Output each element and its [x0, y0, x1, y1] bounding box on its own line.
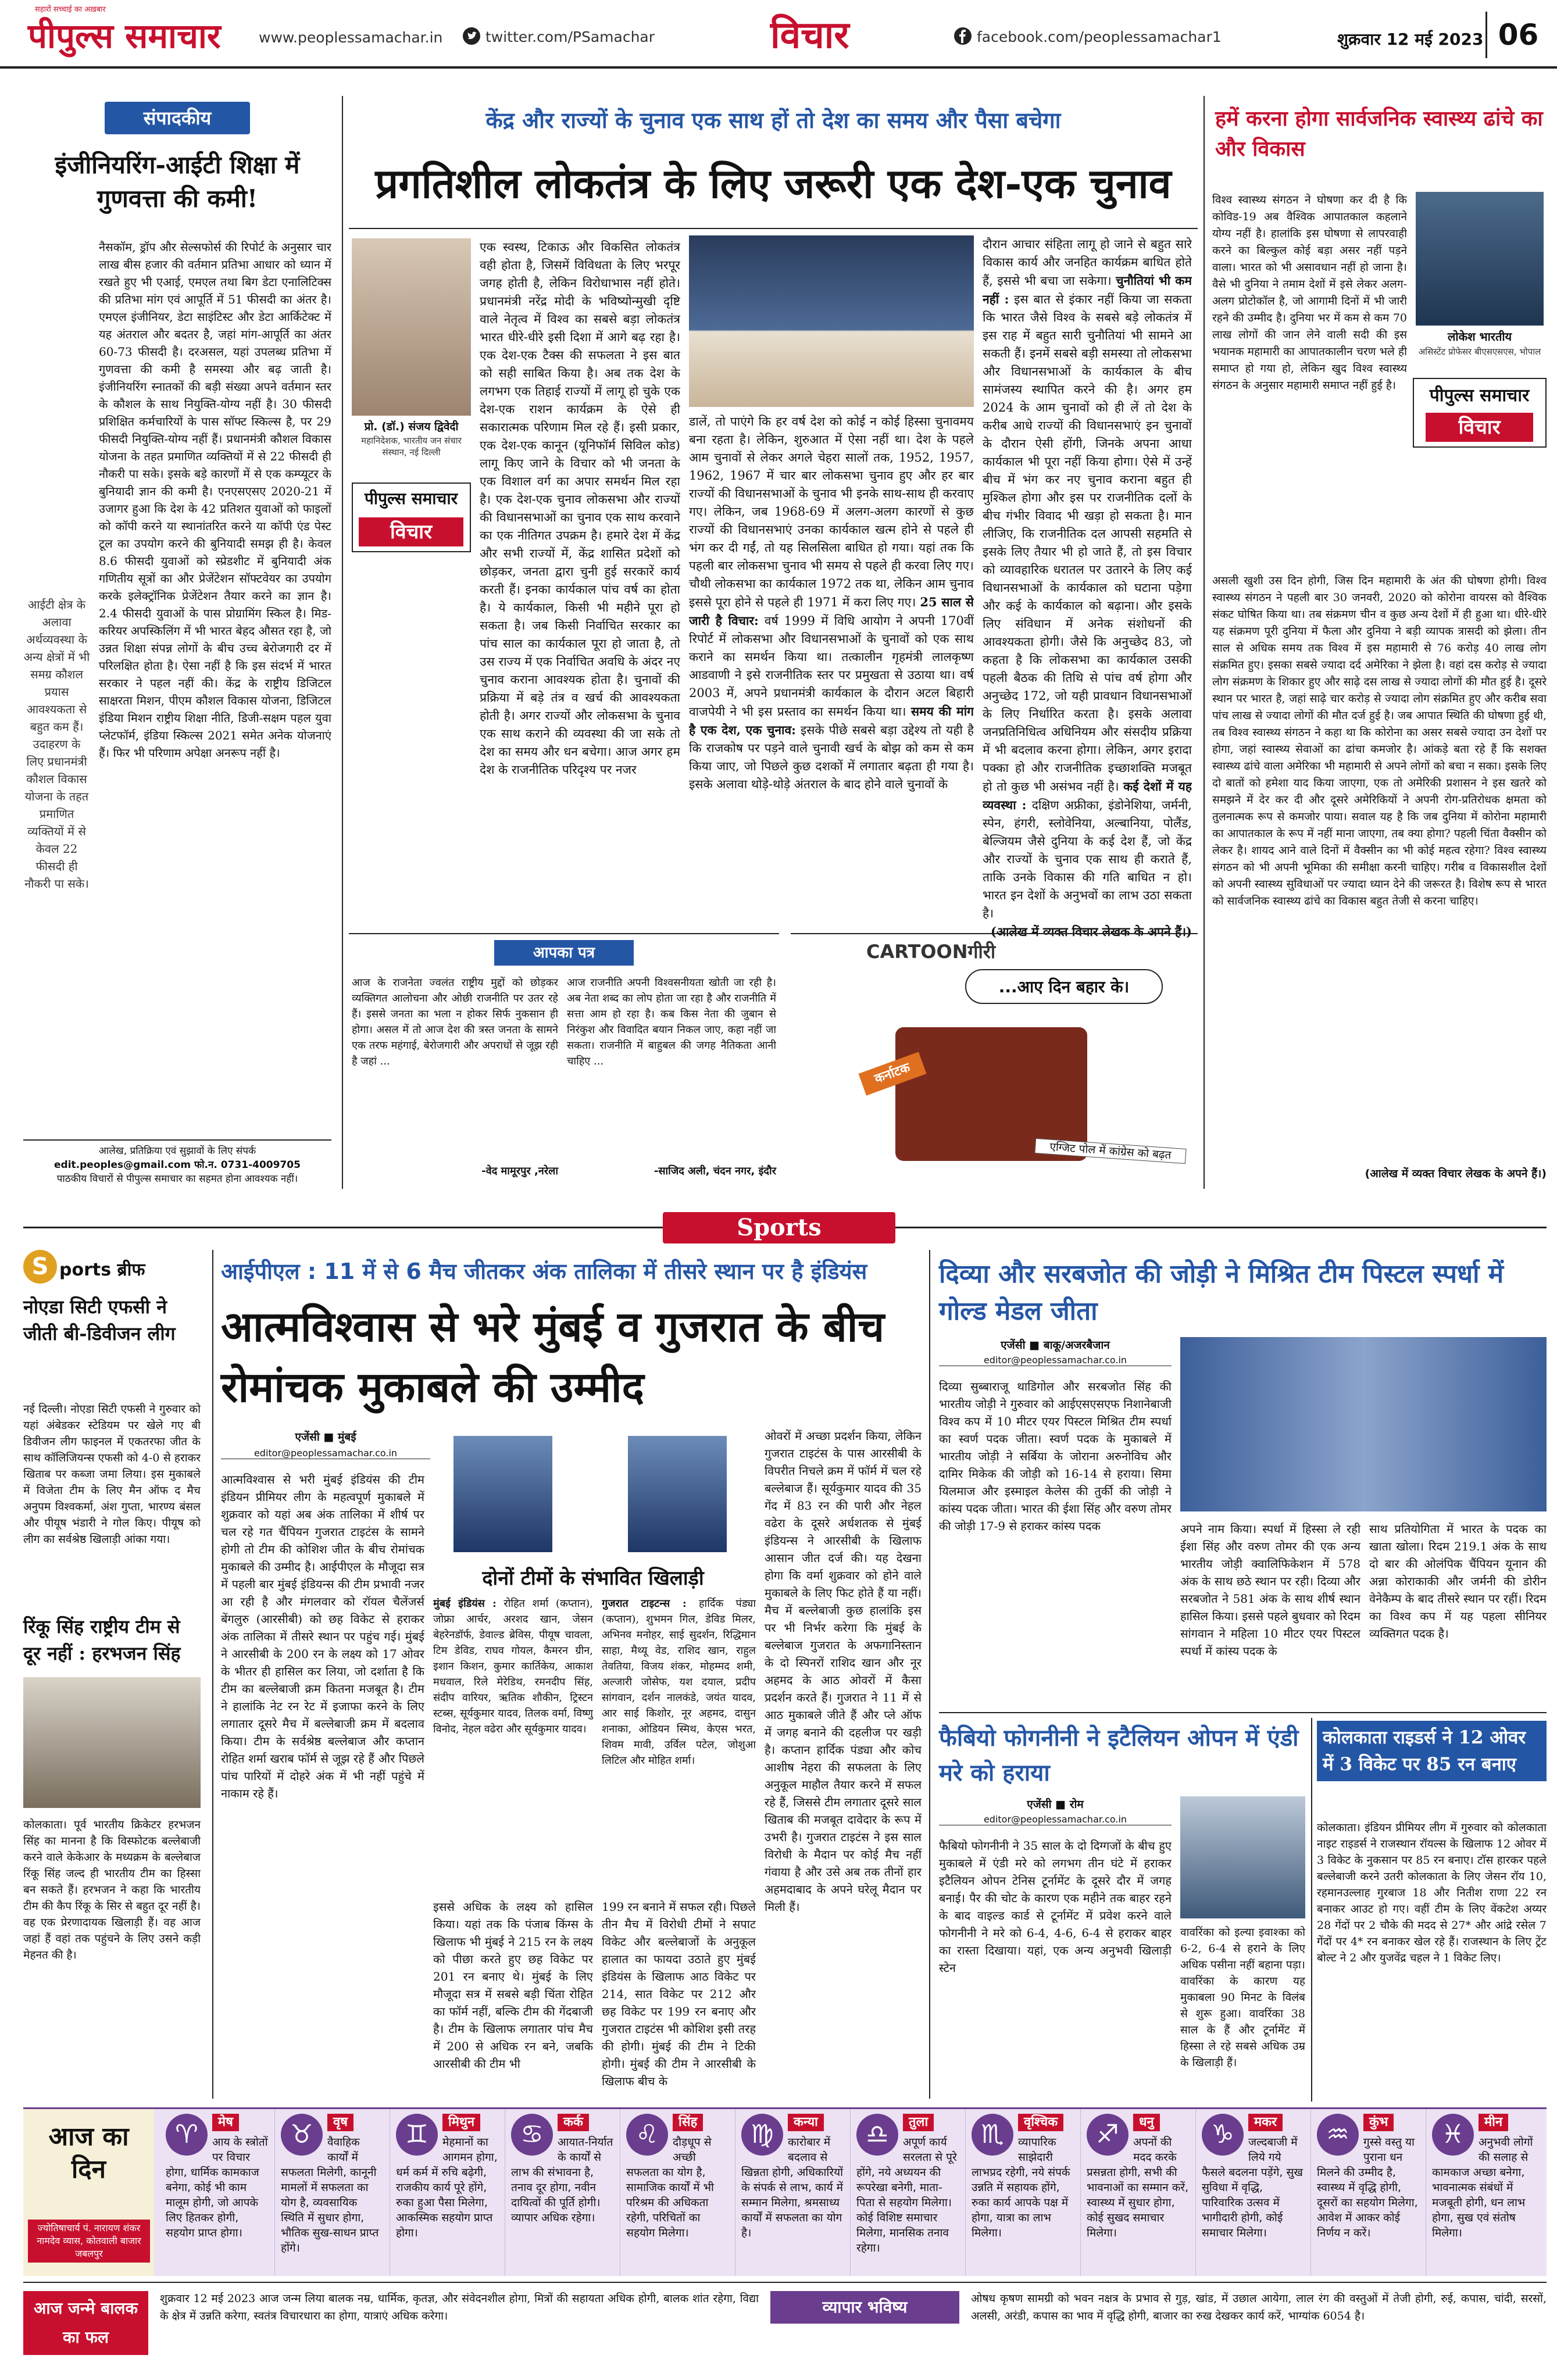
- facebook-link[interactable]: [954, 27, 1222, 49]
- author-photo: [352, 238, 471, 416]
- sign-text: मेहमानों का आगमन होगा, धर्म कर्म में रुचि बढ़ेगी, राजकीय कार्य पूरे होंगे, रुका हुआ पैसा मिलेगा, आकस्मिक सहयोग प्राप्त होगा।: [396, 2136, 498, 2239]
- right-inset-section: विचार: [1426, 413, 1533, 442]
- twitter-icon: [462, 27, 481, 49]
- page-number: 06: [1485, 12, 1549, 58]
- editorial-footer-line3: पाठकीय विचारों से पीपुल्स समाचार का सहमत होना आवश्यक नहीं।: [56, 1173, 298, 1185]
- sports-band: Sports: [663, 1212, 895, 1243]
- child-text: शुक्रवार 12 मई 2023 आज जन्म लिया बालक नम्र, धार्मिक, कृतज्ञ, और संवेदनशील होगा, मित्रों की सहायता अधिक होगी, बालक शांत रहेगा, विद्या के क्षेत्र में उन्नति करेगा, स्वतंत्र विचारधारा का होगा, यात्राएं अधिक करेगा।: [160, 2292, 759, 2322]
- column-divider-right: [1204, 96, 1205, 1189]
- kkr-body: कोलकाता। इंडियन प्रीमियर लीग में गुरुवार को कोलकाता नाइट राइडर्स ने राजस्थान रॉयल्स के खिलाफ 12 ओवर में 3 विकेट के नुकसान पर 85 रन बनाए। टॉस हारकर पहले बल्लेबाजी करने उतरी कोलकाता के लिए जेसन रॉय 10, रहमानउल्लाह गुरबाज 18 और नितीश राणा 22 रन बनाकर आउट हो गए। वहीं टीम के लिए वेंकटेश अय्यर 28 गेंदों पर 2 चौके की मदद से 27* और आंद्रे रसेल 7 गेंदों पर 4* रन बनाकर खेल रहे हैं। राजस्थान के लिए ट्रेंट बोल्ट ने 2 और युजवेंद्र चहल ने 1 विकेट लिए।: [1317, 1821, 1547, 1964]
- editorial-body: नैसकॉम, ड्रॉप और सेल्सफोर्स की रिपोर्ट के अनुसार चार लाख बीस हजार की वर्तमान प्रतिभा आधार को ध्यान में रखते हुए भी एआई, एमएल तथा बिग डेटा एनालिटिक्स की प्रतिभा मांग एवं आपूर्ति में 51 फीसदी का अंतर है। एमएल इंजीनियर, डेटा साइंटिस्ट और डेटा आर्किटेक्ट में यह अंतराल और बदतर है, जहां मांग-आपूर्ति का अंतर 60-73 फीसदी है। दरअसल, यहां उपलब्ध प्रतिभा में गुणवत्ता की कमी है समस्या और बढ़ जाती है। इंजीनियरिंग स्नातकों की बड़ी संख्या अपने वर्तमान स्तर के कौशल के साथ नियुक्ति-योग्य नहीं है। 30 फीसदी प्रशिक्षित कर्मचारियों के पास सॉफ्ट स्किल्स है, पर 29 फीसदी नियुक्ति-योग्य नहीं हैं। प्रधानमंत्री कौशल विकास योजना के तहत प्रमाणित व्यक्तियों में से 22 फीसदी ही नौकरी पा सके। इसके बड़े कारणों में से एक कम्प्यूटर के बुनियादी ज्ञान की कमी है। एनएसएसए 2020-21 में उजागर हुआ कि देश के 42 प्रतिशत युवाओं को फाइलों को कॉपी करने या स्थानांतरित करने या कॉपी एंड पेस्ट टूल का उपयोग करने की बुनियादी समझ ही है। केवल 8.6 फीसदी युवाओं को स्प्रेडशीट में बुनियादी अंक गणितीय सूत्रों का और प्रेजेंटेशन सॉफ्टवेयर का उपयोग करके इलेक्ट्रॉनिक प्रेजेंटेशन तैयार करने का ज्ञान है। 2.4 फीसदी युवाओं के पास प्रोग्रामिंग स्किल है। मिड-करियर अपस्किलिंग में भी भारत बेहद औसत रहा है, जो उन्नत शिक्षा संपन्न लोगों के बीच उच्च बेरोजगारी दर में परिलक्षित होता है। ऐसा नहीं है कि इस संदर्भ में भारत सरकार ने पहल नहीं की। केंद्र के राष्ट्रीय डिजिटल साक्षरता मिशन, पीएम कौशल विकास योजना, डिजिटल इंडिया मिशन राष्ट्रीय शिक्षा नीति, डिजी-सक्षम पहल युवा प्लेटफॉर्म, इंडिया स्किल्स 2021 समेत अनेक योजनाएं हैं। फिर भी परिणाम अपेक्षा अनरूप नहीं है।: [99, 240, 331, 760]
- right-inset-logo-text: पीपुल्स समाचार: [1429, 385, 1530, 406]
- sign-meen: [1426, 2109, 1545, 2276]
- lead-col3-text: दौरान आचार संहिता लागू हो जाने से बहुत सारे विकास कार्य और जनहित कार्यक्रम बाधित होते हैं, इससे भी बचा जा सकेगा।: [983, 237, 1192, 288]
- ipl-body: आत्मविश्वास से भरी मुंबई इंडियंस की टीम इंडियन प्रीमियर लीग के महत्वपूर्ण मुकाबले में शुक्रवार को यहां अब अंक तालिका में शीर्ष पर चल रहे गत चैंपियन गुजरात टाइटंस के सामने होगी तो टीम की कोशिश जीत के बीच रोमांचक मुकाबले की उम्मीद है। आईपीएल के मौजूदा सत्र में पहली बार मुंबई इंडियन्स की टीम प्रभावी नजर आ रही है और मंगलवार को रॉयल चैलेंजर्स बेंगलुरु (आरसीबी) को छह विकेट से हराकर अंक तालिका में तीसरे स्थान पर पहुंच गई। मुंबई ने आरसीबी के 200 रन के लक्ष्य को 17 ओवर के भीतर ही हासिल कर लिया, जो दर्शाता है कि टीम का बल्लेबाजी क्रम कितना मजबूत है। टीम ने हालांकि नेट रन रेट में इजाफा करने के लिए लगातार दूसरे मैच में बल्लेबाजी क्रम में बदलाव किया। टीम के सर्वश्रेष्ठ बल्लेबाज और कप्तान रोहित शर्मा खराब फॉर्म से जूझ रहे हैं और पिछले पांच पारियों में दोहरे अंक में भी नहीं पहुंचे में नाकाम रहे हैं।: [221, 1473, 424, 1800]
- ipl-headline: आत्मविश्वास से भरे मुंबई व गुजरात के बीच रोमांचक मुकाबले की उम्मीद: [221, 1302, 885, 1411]
- sign-name: वृश्चिक: [1018, 2114, 1063, 2131]
- editorial-footer-line1: आलेख, प्रतिक्रिया एवं सुझावों के लिए संपर्क: [98, 1145, 256, 1157]
- brief1-headline: नोएडा सिटी एफसी ने जीती बी-डिवीजन लीग: [23, 1296, 176, 1345]
- sign-makar: [1196, 2109, 1311, 2276]
- sign-name: कन्या: [788, 2114, 824, 2131]
- sports-brief-column: [23, 1250, 206, 2104]
- right-headline: हमें करना होगा सार्वजनिक स्वास्थ्य ढांचे का और विकास: [1215, 106, 1543, 161]
- sign-text: गुस्से वस्तु या पुराना धन मिलने की उम्मीद है, स्वास्थ्य में वृद्धि होगी, दूसरों का सहयोग मिलेगा, आवेश में आकर कोई निर्णय न करें।: [1317, 2136, 1418, 2239]
- letters-box: [349, 933, 779, 1189]
- sign-tula: [851, 2109, 966, 2276]
- editorial-footer-line2[interactable]: edit.peoples@gmail.com फो.न. 0731-4009705: [54, 1159, 301, 1171]
- facebook-icon: [954, 27, 972, 49]
- inset-logo: [352, 483, 471, 552]
- sagittarius-icon: ♐: [1087, 2114, 1129, 2156]
- fognini-headline: फैबियो फोगनीनी ने इटैलियन ओपन में एंडी मरे को हराया: [939, 1724, 1299, 1786]
- aries-icon: ♈: [166, 2114, 208, 2156]
- horoscope-title: आज का दिन: [48, 2122, 129, 2184]
- sign-kark: [505, 2109, 620, 2276]
- section-title: विचार: [770, 13, 849, 57]
- lead-headline: प्रगतिशील लोकतंत्र के लिए जरूरी एक देश-एक चुनाव: [375, 159, 1172, 208]
- sign-text: आय के स्त्रोतों पर विचार होगा, धार्मिक कामकाज बनेगा, कोई भी काम मालूम होगी, जो आपके लिए हितकर होगी, सहयोग प्राप्त होगा।: [166, 2136, 268, 2239]
- shooting-photo: [1180, 1337, 1547, 1511]
- sign-name: सिंह: [673, 2114, 703, 2131]
- sign-mithun: [390, 2109, 505, 2276]
- lead-col2-text: डालें, तो पाएंगे कि हर वर्ष देश को कोई न कोई हिस्सा चुनावमय बना रहता है। लेकिन, शुरुआत में ऐसा नहीं था। देश के पहले आम चुनावों से लेकर अगले चेहरा सालों तक, 1952, 1957, 1962, 1967 में चार बार लोकसभा चुनाव हुए और हर बार राज्यों की विधानसभाओं के चुनाव भी इनके साथ-साथ ही करवाए गए। लेकिन, जब 1968-69 में अलग-अलग कारणों से कुछ राज्यों की विधानसभाएं उनका कार्यकाल खत्म होने से पहले ही भंग कर दी गईं, तो यह सिलसिला बाधित हो गया। यहां तक कि पहली बार लोकसभा चुनाव भी समय से पहले ही करवा लिए गए। चौथी लोकसभा का कार्यकाल 1972 तक था, लेकिन आम चुनाव इससे पूरा होने से पहले ही 1971 में करा लिए गए।: [689, 414, 974, 609]
- mi-label: मुंबई इंडियंस :: [433, 1598, 497, 1610]
- sign-text: अपनों की मदद करके प्रसन्नता होगी, सभी की भावनाओं का सम्मान करें, स्वास्थ्य में सुधार होगा, कोई सुखद समाचार मिलेगा।: [1087, 2136, 1189, 2239]
- taurus-icon: ♉: [281, 2114, 323, 2156]
- author-name: प्रो. (डॉ.) संजय द्विवेदी: [364, 420, 459, 433]
- brief1-body: नई दिल्ली। नोएडा सिटी एफसी ने गुरुवार को यहां अंबेडकर स्टेडियम पर खेले गए बी डिवीजन लीग फाइनल में एकतरफा जीत के साथ कॉलिजियन्स एफसी को 4-0 से हराकर खिताब पर कब्जा जमा लिया। इस मुकाबले में विजेता टीम के लिए मैन ऑफ द मैच अनुपम विश्वकर्मा, अंश गुप्ता, भारण्य बंसल और पीयूष भंडारी ने गोल किए। पीयूष को लीग का सर्वश्रेष्ठ खिलाड़ी आंका गया।: [23, 1403, 201, 1546]
- sign-dhanu: [1081, 2109, 1196, 2276]
- inset-section: विचार: [359, 517, 463, 546]
- ipl-kicker: आईपीएल : 11 में से 6 मैच जीतकर अंक तालिका में तीसरे स्थान पर है इंडियंस: [221, 1259, 867, 1284]
- author-role: महानिदेशक, भारतीय जन संचार संस्थान, नई दिल्ली: [361, 435, 462, 458]
- website-link[interactable]: www.peoplessamachar.in: [259, 29, 443, 46]
- fognini-photo: [1180, 1796, 1305, 1918]
- letter-2-sign: -साजिद अली, चंदन नगर, इंदौर: [653, 1165, 776, 1177]
- ipl-email[interactable]: editor@peoplessamachar.co.in: [221, 1448, 430, 1459]
- sign-name: वृष: [327, 2114, 353, 2131]
- horoscope-band: [23, 2107, 1547, 2276]
- sign-text: दौड़धूप से अच्छी सफलता का योग है, सामाजिक कार्यों में भी परिश्रम की अधिकता रहेगी, परिचितों का सहयोग मिलेगा।: [626, 2136, 714, 2239]
- brief2-photo: [23, 1677, 201, 1808]
- sign-name: मीन: [1479, 2114, 1508, 2131]
- sports-brief-badge: [23, 1250, 201, 1285]
- letter-2: आज राजनीति अपनी विश्वसनीयता खोती जा रही है। अब नेता शब्द का लोप होता जा रहा है और राजनीति में सत्ता आम हो रहा है। कब किस नेता की जुबान से निरंकुश और विवादित बयान निकल जाए, कहा नहीं जा सकता। राजनीति में बाहुबल की जगह नैतिकता आनी चाहिए ...: [567, 977, 776, 1067]
- column-divider: [342, 96, 343, 1189]
- right-author-name: लोकेश भारतीय: [1447, 330, 1512, 344]
- twitter-link[interactable]: [462, 27, 655, 49]
- gemini-icon: ♊: [396, 2114, 438, 2156]
- aquarius-icon: ♒: [1317, 2114, 1359, 2156]
- fognini-agency: एजेंसी ■ रोम: [1027, 1798, 1084, 1811]
- sign-kanya: [735, 2109, 851, 2276]
- headline-divider: [349, 228, 1198, 229]
- sports-divider-2: [929, 1250, 930, 2099]
- business-text: ओषध कृषण सामग्री को भवन नक्षत्र के प्रभाव से गुड़, खांड, में उछाल आयेगा, लाल रंग की वस्तुओं में तेजी होगी, रुई, कपास, चांदी, सरसों, अलसी, अरंडी, कपास का भाव में वृद्धि होगी, बाजार का रुख देखकर कार्य करें, भाग्यांक 6054 है।: [971, 2292, 1547, 2322]
- shooting-body: दिव्या सुब्बाराजू थाडिगोल और सरबजोत सिंह की भारतीय जोड़ी ने गुरुवार को आईएसएसएफ निशानेबाजी विश्व कप में 10 मीटर एयर पिस्टल मिश्रित टीम स्पर्धा का स्वर्ण पदक जीता। स्वर्ण पदक के मुकाबले में भारतीय जोड़ी ने सर्बिया के जोराना अरुनोविच और दामिर मिकेक की जोड़ी को 16-14 से हराया। सिमा यिलमाज और इस्माइल केलेस की तुर्की की जोड़ी ने कांस्य पदक जीता। भारत की ईशा सिंह और वरुण तोमर की जोड़ी 17-9 से हराकर कांस्य पदक: [939, 1380, 1172, 1533]
- sign-text: कारोबार में बदलाव से खिन्नता होगी, अधिकारियों के संपर्क से लाभ, कार्य में सम्मान मिलेगा, श्रमसाध्य कार्यों में सफलता का योग है।: [741, 2136, 844, 2239]
- cartoon-bubble: ...आए दिन बहार के।: [965, 969, 1163, 1004]
- letter-1-sign: -वेद मामूरपुर ,नरेला: [481, 1165, 558, 1177]
- fognini-email[interactable]: editor@peoplessamachar.co.in: [939, 1814, 1172, 1825]
- editorial-title: इंजीनियरिंग-आईटी शिक्षा में गुणवत्ता की कमी!: [55, 151, 300, 213]
- player-photo-2: [628, 1436, 727, 1552]
- brief2-body: कोलकाता। पूर्व भारतीय क्रिकेटर हरभजन सिंह का मानना है कि विस्फोटक बल्लेबाजी करने वाले केकेआर के मध्यक्रम के बल्लेबाज रिंकू सिंह जल्द ही भारतीय टीम का हिस्सा बन सकते हैं। हरभजन ने कहा कि भारतीय टीम की कैप रिंकू के सिर से बहुत दूर नहीं है। वह एक प्रेरणादायक खिलाड़ी हैं। वह आज जहां हैं वहां तक पहुंचने के लिए उसने कड़ी मेहनत की है।: [23, 1818, 201, 1961]
- cartoon-sign: एग्जिट पोल में कांग्रेस को बढ़त: [1034, 1138, 1186, 1164]
- lead-col2c-text: इसके पीछे सबसे बड़ा उद्देश्य तो यही है कि राजकोष पर पड़ने वाले चुनावी खर्च के बोझ को कम से कम किया जाए, जो पिछले कुछ दशकों में लगातार बढ़ता ही गया है। इसके अलावा थोड़े-थोड़े अंतराल के बाद होने वाले चुनावों के: [689, 723, 974, 791]
- right-note: (आलेख में व्यक्त विचार लेखक के अपने हैं।): [1365, 1167, 1547, 1180]
- sign-name: मकर: [1248, 2114, 1283, 2131]
- fognini-body-2: वावरिंका को इल्या इवाश्का को 6-2, 6-4 से हराने के लिए अधिक पसीना नहीं बहाना पड़ा। वावरिंका के कारण यह मुकाबला 90 मिनट के विलंब से शुरू हुआ। वावरिंका 38 साल के हैं और टूर्नामेंट में हिस्सा ले रहे सबसे अधिक उम्र के खिलाड़ी हैं।: [1180, 1926, 1305, 2069]
- child-label: आज जन्मे बालक का फल: [23, 2291, 148, 2355]
- mi-list: रोहित शर्मा (कप्तान), जोफ्रा आर्चर, अरशद खान, जेसन बेहरेनडॉर्फ, डेवाल्ड ब्रेविस, पीयूष चावला, टिम डेविड, राघव गोयल, कैमरन ग्रीन, इशान किशन, कुमार कार्तिकेय, आकाश मधवाल, रिले मेरेडिथ, रमनदीप सिंह, संदीप वारियर, ऋतिक शौकीन, ट्रिस्टन स्टब्स, सूर्यकुमार यादव, तिलक वर्मा, विष्णु विनोद, नेहल वढेरा और सूर्यकुमार यादव।: [433, 1598, 593, 1735]
- ipl-body-4: ओवरों में अच्छा प्रदर्शन किया, लेकिन गुजरात टाइटंस के पास आरसीबी के विपरीत निचले क्रम में फॉर्म में चल रहे बल्लेबाज हैं। सूर्यकुमार यादव की 35 गेंद में 83 रन की पारी और नेहल वढेरा के दूसरे अर्धशतक से मुंबई इंडियन्स ने आरसीबी के खिलाफ आसान जीत दर्ज की। यह देखना होगा कि वर्मा शुक्रवार को होने वाले मुकाबले के लिए फिट होते हैं या नहीं। मैच में बल्लेबाजी कुछ हालांकि इस पर भी निर्भर करेगा कि मुंबई के बल्लेबाज गुजरात के अफगानिस्तान के दो स्पिनरों राशिद खान और नूर अहमद के आठ ओवरों में कैसा प्रदर्शन करते हैं। गुजरात ने 11 में से आठ मुकाबले जीते हैं और प्ले ऑफ में जगह बनाने की दहलीज पर खड़ी है। कप्तान हार्दिक पंड्या और कोच आशीष नेहरा की सफलता के लिए अनुकूल माहौल तैयार करने में सफल रहे हैं, जिससे टीम लगातार दूसरे साल खिताब की मजबूत दावेदार के रूप में उभरी है। गुजरात टाइटंस ने इस साल विरोधी के मैदान पर कोई मैच नहीं गंवाया है और उसे अब तक तीनों हार अहमदाबाद के अपने घरेलू मैदान पर मिली हैं।: [765, 1429, 922, 1914]
- right-author-role: असिस्टेंट प्रोफेसर बीएसएसएस, भोपाल: [1418, 346, 1541, 357]
- sign-text: जल्दबाजी में लिये गये फैसले बदलना पड़ेंगे, सुख सुविधा में वृद्धि, पारिवारिक उत्सव में भागीदारी होगी, कोई समाचार मिलेगा।: [1202, 2136, 1303, 2239]
- ipl-body-3: 199 रन बनाने में सफल रही। पिछले तीन मैच में विरोधी टीमों ने सपाट विकेट और बल्लेबाजों के अनुकूल हालात का फायदा उठाते हुए मुंबई इंडियंस के खिलाफ आठ विकेट पर 214, सात विकेट पर 212 और छह विकेट पर 199 रन बनाए और गुजरात टाइटंस भी कोशिश इसी तरह की होगी। मुंबई की टीम ने टिकी होगी। मुंबई की टीम ने आरसीबी के खिलाफ बीच के: [602, 1900, 756, 2088]
- scorpio-icon: ♏: [972, 2114, 1013, 2156]
- lead-col2-sub2: समय की मांग है एक देश, एक चुनाव:: [689, 704, 974, 737]
- virgo-icon: ♍: [741, 2114, 783, 2156]
- kkr-headline: कोलकाता राइडर्स ने 12 ओवर में 3 विकेट पर 85 रन बनाए: [1317, 1721, 1547, 1781]
- issue-date: शुक्रवार 12 मई 2023: [1337, 30, 1484, 49]
- lead-col3c-text: दक्षिण अफ्रीका, इंडोनेशिया, जर्मनी, स्पेन, हंगरी, स्लोवेनिया, अल्बानिया, पोलैंड, बेल्जियम जैसे दुनिया के कई देश हैं, जो केंद्र और राज्यों के चुनाव एक साथ ही कराते हैं, ताकि उनके विकास की गति बाधित न हो। भारत इन देशों के अनुभवों का लाभ उठा सकता है।: [983, 798, 1192, 920]
- sign-name: मेष: [212, 2114, 239, 2131]
- cartoon-box: [791, 933, 1198, 1189]
- sign-text: व्यापारिक साझेदारी लाभप्रद रहेगी, नये संपर्क उन्नति में सहायक होंगे, रुका कार्य आपके पक्ष में होगा, यात्रा का लाभ मिलेगा।: [972, 2136, 1070, 2239]
- sign-text: आयात-निर्यात के कार्यों से लाभ की संभावना है, तनाव दूर होगा, नवीन दायित्वों की पूर्ति होगी। व्यापार अधिक रहेगा।: [511, 2136, 613, 2224]
- brief2-headline: रिंकू सिंह राष्ट्रीय टीम से दूर नहीं : हरभजन सिंह: [23, 1616, 181, 1664]
- shooting-body-3: साथ प्रतियोगिता में भारत के पदक का खाता खोला। रिदम 219.1 अंक के साथ दो बार की ओलंपिक चैंपियन यूनान की अन्ना कोराकाकी और जर्मनी की डोरीन वेनेकैम्प के बाद तीसरे स्थान पर रहीं। रिदम का विश्व कप में यह पहला सीनियर व्यक्तिगत पदक है।: [1369, 1522, 1547, 1641]
- sports-divider-3: [939, 1712, 1547, 1713]
- inset-logo-text: पीपुल्स समाचार: [364, 489, 458, 508]
- lead-note: (आलेख में व्यक्त विचार लेखक के अपने हैं।): [991, 924, 1192, 939]
- sports-s-icon: S: [23, 1250, 57, 1284]
- players-title: दोनों टीमों के संभावित खिलाड़ी: [482, 1567, 704, 1590]
- twitter-handle: twitter.com/PSamachar: [485, 28, 655, 45]
- sign-name: तुला: [903, 2114, 934, 2131]
- sign-name: कर्क: [558, 2114, 589, 2131]
- ipl-agency: एजेंसी ■ मुंबई: [295, 1431, 356, 1443]
- capricorn-icon: ♑: [1202, 2114, 1244, 2156]
- lead-col3b-text: इस बात से इंकार नहीं किया जा सकता कि भारत जैसे विश्व के सबसे बड़े लोकतंत्र में इस राह में बहुत सारी चुनौतियां भी सामने आ सकती हैं। इनमें सबसे बड़ी समस्या तो लोकसभा और विधानसभाओं के कार्यकाल के बीच सामंजस्य स्थापित करने की है। अगर हम 2024 के आम चुनावों को ही लें तो देश के करीब आधे राज्यों की विधानसभाएं इन चुनावों के दौरान ऐसी होंगी, जिनके अपना आधा कार्यकाल भी पूरा नहीं किया होगा। ऐसे में उन्हें बीच में भंग कर नए चुनाव कराना बहुत ही मुश्किल होगा और इस पर राजनीतिक दलों के बीच गंभीर विवाद भी खड़ा हो सकता है। मान लीजिए, कि राजनीतिक दल आपसी सहमति से इसके लिए तैयार भी हो जाते हैं, तो इस विचार को व्यावहारिक धरातल पर उतारने के लिए कई विधानसभाओं के कार्यकाल को घटाना पड़ेगा और कई के कार्यकाल को बढ़ाना। और इसके लिए संविधान में अनेक संशोधनों की आवश्यकता होगी। जैसे कि अनुच्छेद 83, जो कहता है कि लोकसभा का कार्यकाल उसकी पहली बैठक की तिथि से पांच वर्ष होगा और अनुच्छेद 172, जो यही प्रावधान विधानसभाओं के लिए निर्धारित करता है। इसके अलावा जनप्रतिनिधित्व अधिनियम और संसदीय प्रक्रिया में भी बदलाव करना होगा। लेकिन, अगर इरादा पक्का हो और राजनीतिक इच्छाशक्ति मजबूत हो तो कुछ भी असंभव नहीं है।: [983, 292, 1192, 794]
- lead-col3-sub2: कई देशों में यह व्यवस्था :: [983, 779, 1192, 812]
- cartoon-tag: कर्नाटक: [858, 1052, 926, 1095]
- right-body-text: असली खुशी उस दिन होगी, जिस दिन महामारी के अंत की घोषणा होगी। विश्व स्वास्थ्य संगठन ने पहली बार 30 जनवरी, 2020 को कोरोना वायरस को वैश्विक संकट घोषित किया था। तब संक्रमण चीन व कुछ अन्य देशों में ही हुआ था। धीरे-धीरे यह संक्रमण पूरी दुनिया में फैला और दुनिया ने बड़ी व्यापक त्रासदी को झेला। तीन साल से अधिक समय तक विश्व में इस महामारी से 76 करोड़ 40 लाख लोग संक्रमित हुए। इसका सबसे ज्यादा दर्द अमेरिका ने झेला है। वहां दस करोड़ से ज्यादा लोग संक्रमण के शिकार हुए और साढ़े दस लाख से ज्यादा लोगों की मौत हुई है। दूसरे स्थान पर भारत है, जहां साढ़े चार करोड़ से ज्यादा लोग संक्रमित हुए और करीब सवा पांच लाख से ज्यादा लोगों की मौत दर्ज हुई है। जब आपात स्थिति की घोषणा हुई थी, तब विश्व स्वास्थ्य संगठन ने कहा था कि कोरोना का असर सबसे ज्यादा उन देशों पर होगा, जहां स्वास्थ्य सेवाओं का ढांचा कमजोर है। आंकड़े बता रहे हैं कि सशक्त स्वास्थ्य ढांचे वाला अमेरिका भी महामारी से अपने लोगों को बचा न सका। इसके लिए दो बातों को हमेशा याद किया जाएगा, एक तो अमेरिकी प्रशासन ने इस खतरे को समझने में देर कर दी और दूसरे अमेरिकियों ने अपनी रोग-प्रतिरोधक क्षमता को तुलनात्मक रूप से कमजोर पाया। सवाल यह है कि जब दुनिया में कोरोना महामारी का आपातकाल के रूप में नहीं माना जाएगा, तब क्या होगा? पहली चिंता वैक्सीन को लेकर है। शायद आने वाले दिनों में वैक्सीन का भी कोई महत्व रहेगा? विश्व स्वास्थ्य संगठन को भी अपनी भूमिका की समीक्षा करनी चाहिए। गरीब व विकासशील देशों को अपनी स्वास्थ्य सुविधाओं पर ज्यादा ध्यान देने की जरूरत है। विशेष रूप से भारत को सार्वजनिक स्वास्थ्य ढांचे का विकास बहुत तेजी से करना चाहिए।: [1212, 574, 1547, 907]
- sign-text: अनुभवी लोगों की सलाह से कामकाज अच्छा बनेगा, भावनात्मक संबंधों में मजबूती होगी, धन लाभ होगा, सुख एवं संतोष मिलेगा।: [1432, 2136, 1533, 2239]
- lead-kicker: केंद्र और राज्यों के चुनाव एक साथ हों तो देश का समय और पैसा बचेगा: [485, 108, 1061, 133]
- lead-photo: [689, 235, 974, 407]
- pisces-icon: ♓: [1432, 2114, 1474, 2156]
- ipl-body-2: इससे अधिक के लक्ष्य को हासिल किया। यहां तक कि पंजाब किंग्स के खिलाफ भी मुंबई ने 215 रन के लक्ष्य को पीछा करते हुए छह विकेट पर 201 रन बनाए थे। मुंबई के लिए मौजूदा सत्र में सबसे बड़ी चिंता रोहित का फॉर्म नहीं, बल्कि टीम की गेंदबाजी है। टीम के खिलाफ लगातार पांच मैच में 200 से अधिक रन बने, जबकि आरसीबी की टीम भी: [433, 1900, 593, 2071]
- gt-label: गुजरात टाइटन्स :: [602, 1598, 687, 1610]
- lead-col1: एक स्वस्थ, टिकाऊ और विकसित लोकतंत्र वही होता है, जिसमें विविधता के लिए भरपूर जगह होती है, लेकिन विरोधाभास नहीं होते। प्रधानमंत्री नरेंद्र मोदी के भविष्योन्मुखी दृष्टि वाले नेतृत्व में विश्व का सबसे बड़ा लोकतंत्र भारत धीरे-धीरे इसी दिशा में आगे बढ़ रहा है। एक देश-एक टैक्स की सफलता ने इस बात को सही साबित किया है। अब तक देश के लगभग एक तिहाई राज्यों में लागू हो चुके एक देश-एक राशन कार्यक्रम के ऐसे ही सकारात्मक परिणाम मिल रहे हैं। इसी प्रकार, एक देश-एक कानून (यूनिफॉर्म सिविल कोड) लागू किए जाने के विचार को भी जनता के एक विशाल वर्ग का अपार समर्थन मिल रहा है। एक देश-एक चुनाव लोकसभा और राज्यों की विधानसभाओं का चुनाव एक साथ करवाने का एक नीतिगत उपक्रम है। हमारे देश में केंद्र और सभी राज्यों में, केंद्र शासित प्रदेशों को छोड़कर, जनता द्वारा चुनी हुई सरकारें कार्य करती हैं। इनका कार्यकाल पांच वर्ष का होता है। ये कार्यकाल, किसी भी महीने पूरा हो सकता है। जब किसी निर्वाचित सरकार का पांच साल का कार्यकाल पूरा हो जाता है, तो उस राज्य में एक निर्वाचित अवधि के अंदर नए चुनाव कराना आवश्यक होता है। चुनावों की प्रक्रिया में बड़े तंत्र व खर्च की आवश्यकता होती है। अगर राज्यों और लोकसभा के चुनाव एक साथ कराने की व्यवस्था की जा सके तो देश का समय और धन बचेगा। आज अगर हम देश के राजनीतिक परिदृश्य पर नजर: [480, 240, 680, 777]
- facebook-handle: facebook.com/peoplessamachar1: [976, 28, 1222, 45]
- letters-title: आपका पत्र: [494, 940, 634, 966]
- sign-name: मिथुन: [442, 2114, 480, 2131]
- sign-text: अपूर्ण कार्य सरलता से पूरे होंगे, नये अध्ययन की रूपरेखा बनेगी, माता-पिता से सहयोग मिलेगा। कोई विशिष्ट समाचार मिलेगा, मानसिक तनाव रहेगा।: [856, 2136, 957, 2254]
- cancer-icon: ♋: [511, 2114, 553, 2156]
- letter-1: आज के राजनेता ज्वलंत राष्ट्रीय मुद्दों को छोड़कर व्यक्तिगत आलोचना और ओछी राजनीति पर उतर रहे हैं। इससे जनता का भला न होकर सिर्फ नुकसान ही होगा। असल में तो आज देश की त्रस्त जनता के सामने एक तरफ महंगाई, बेरोजगारी और अपराधों से जूझ रही है जहां ...: [352, 977, 558, 1067]
- bottom-strip: [23, 2282, 1547, 2369]
- editorial-label: संपादकीय: [105, 102, 250, 134]
- right-intro: विश्व स्वास्थ्य संगठन ने घोषणा कर दी है कि कोविड-19 अब वैश्विक आपातकाल कहलाने योग्य नहीं है। हालांकि इस घोषणा से लापरवाही करने का बिल्कुल कोई बड़ा असर नहीं पड़ने वाला। भारत को भी असावधान नहीं हो जाना है। वैसे भी दुनिया ने तमाम देशों में इसे लेकर अलग-अलग प्रोटोकॉल है, जो आगामी दिनों में भी जारी रहने की उम्मीद है। दुनिया भर में कम से कम 70 लाख लोगों की जान लेने वाली सदी की इस भयानक महामारी का आपातकालीन चरण भले ही समाप्त हो गया हो, लेकिन खुद विश्व स्वास्थ्य संगठन के अनुसार महामारी समाप्त नहीं हुई है।: [1212, 194, 1407, 392]
- kkr-box: [1317, 1721, 1547, 2102]
- right-body: [1212, 573, 1547, 1163]
- leo-icon: ♌: [626, 2114, 668, 2156]
- sports-brief-label: ports ब्रीफ: [59, 1260, 145, 1280]
- lead-col2-sub: 25 साल से जारी है विचार:: [689, 595, 974, 628]
- sign-name: धनु: [1133, 2114, 1160, 2131]
- shooting-body-2: अपने नाम किया। स्पर्धा में हिस्सा ले रही ईशा सिंह और वरुण तोमर की एक अन्य भारतीय जोड़ी क्वालिफिकेशन में 578 अंक के साथ छठे स्थान पर रही। दिव्या और सरबजोत ने 581 अंक के साथ शीर्ष स्थान हासिल किया। इससे पहले बुधवार को रिदम सांगवान ने महिला 10 मीटर एयर पिस्टल स्पर्धा में कांस्य पदक के: [1180, 1522, 1360, 1658]
- mi-squad: [433, 1596, 593, 1886]
- lead-col2b-text: वर्ष 1999 में विधि आयोग ने अपनी 170वीं रिपोर्ट में लोकसभा और विधानसभाओं के चुनावों को एक साथ कराने का समर्थन किया था। तत्कालीन गृहमंत्री लालकृष्ण आडवाणी ने इसे राजनीतिक स्तर पर प्रमुखता से उठाया था। वर्ष 2003 में, अपने प्रधानमंत्री कार्यकाल के दौरान अटल बिहारी वाजपेयी ने भी इस प्रस्ताव का समर्थन किया था।: [689, 614, 974, 719]
- sports-divider-1: [212, 1250, 213, 2099]
- business-label: व्यापार भविष्य: [770, 2291, 959, 2324]
- cartoon-title: CARTOONगीरी: [866, 941, 996, 963]
- sports-divider-4: [1311, 1718, 1312, 2102]
- logo-tagline: सहारों सच्चाई का अख़बार: [35, 5, 106, 14]
- sign-mesh: [160, 2109, 275, 2276]
- sign-text: वैवाहिक कार्यों में सफलता मिलेगी, कानूनी मामलों में सफलता का योग है, व्यवसायिक स्थिति में सुधार होगा, भौतिक सुख-साधन प्राप्त होंगे।: [281, 2136, 379, 2254]
- libra-icon: ♎: [856, 2114, 898, 2156]
- horoscope-title-box: [23, 2109, 154, 2276]
- horoscope-signs: [160, 2109, 1547, 2276]
- gt-squad: [602, 1596, 756, 1886]
- editorial-column: [23, 102, 331, 1183]
- player-photo-1: [453, 1436, 552, 1552]
- shooting-headline: दिव्या और सरबजोत की जोड़ी ने मिश्रित टीम पिस्टल स्पर्धा में गोल्ड मेडल जीता: [939, 1259, 1504, 1326]
- shooting-agency: एजेंसी ■ बाकू/अजरबैजान: [1001, 1339, 1110, 1352]
- fognini-body: फैबियो फोगनीनी ने 35 साल के दो दिग्गजों के बीच हुए मुकाबले में एंडी मरे को लगभग तीन घंटे में हराकर इटैलियन ओपन टेनिस टूर्नामेंट के दूसरे दौर में जगह बनाई। पैर की चोट के कारण एक महीने तक बाहर रहने के बाद वाइल्ड कार्ड से टूर्नामेंट में प्रवेश करने वाले फोगनीनी ने मरे को 6-4, 4-6, 6-4 से हराकर बाहर का रास्ता दिखाया। यहां, एक अन्य अनुभवी खिलाड़ी स्टेन: [939, 1839, 1172, 1975]
- gt-list: हार्दिक पंड्या (कप्तान), शुभमन गिल, डेविड मिलर, अभिनव मनोहर, साई सुदर्शन, रिद्धिमान साहा, मैथ्यू वेड, राशिद खान, राहुल तेवतिया, विजय शंकर, मोहम्मद शमी, अल्जारी जोसेफ, यश दयाल, प्रदीप सांगवान, दर्शन नालकंडे, जयंत यादव, आर साई किशोर, नूर अहमद, दासुन शनाका, ओडियन स्मिथ, केएस भरत, शिवम मावी, उर्विल पटेल, जोशुआ लिटिल और मोहित शर्मा।: [602, 1598, 756, 1767]
- logo[interactable]: पीपुल्स समाचार: [28, 16, 221, 56]
- sign-vrishchik: [966, 2109, 1081, 2276]
- right-author-photo: [1416, 192, 1544, 326]
- sign-singh: [620, 2109, 735, 2276]
- editorial-footer: [23, 1139, 331, 1186]
- horoscope-astrologer: ज्योतिषाचार्य पं. नारायण शंकर नामदेव व्यास, कोतवाली बाजार जबलपुर: [28, 2220, 150, 2263]
- shooting-email[interactable]: editor@peoplessamachar.co.in: [939, 1355, 1172, 1366]
- right-inset-logo: [1413, 378, 1547, 448]
- sign-name: कुंभ: [1363, 2114, 1394, 2131]
- lead-col3-sub: चुनौतियां भी कम नहीं :: [983, 273, 1192, 306]
- masthead: [0, 0, 1557, 69]
- sign-kumbh: [1311, 2109, 1426, 2276]
- editorial-pullquote: आईटी क्षेत्र के अलावा अर्थव्यवस्था के अन्य क्षेत्रों में भी समग्र कौशल प्रयास आवश्यकता से बहुत कम हैं। उदाहरण के लिए प्रधानमंत्री कौशल विकास योजना के तहत प्रमाणित व्यक्तियों में से केवल 22 फीसदी ही नौकरी पा सके।: [23, 598, 90, 891]
- sign-vrish: [275, 2109, 390, 2276]
